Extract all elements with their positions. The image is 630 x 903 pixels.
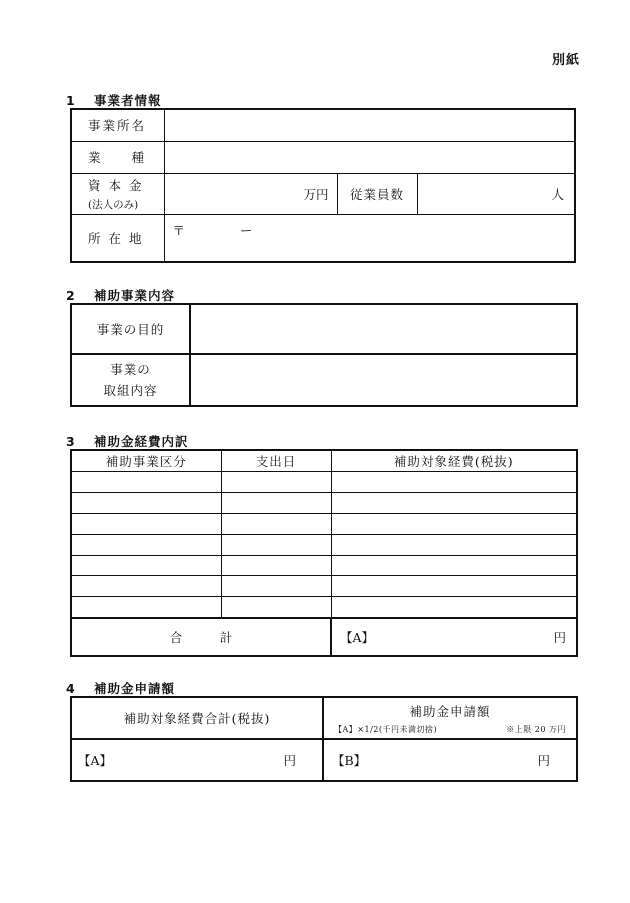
right-header-note	[334, 724, 566, 735]
category-cell[interactable]	[71, 534, 221, 555]
category-cell[interactable]	[71, 597, 221, 618]
employees-unit: 人	[551, 186, 564, 202]
expense-cell[interactable]	[331, 597, 577, 618]
date-cell[interactable]	[221, 534, 331, 555]
col-expense-header: 補助対象経費(税抜)	[331, 450, 577, 472]
industry-field[interactable]	[164, 141, 575, 173]
attachment-label: 別紙	[551, 53, 580, 68]
section-4-heading: 補助金申請額	[94, 681, 176, 696]
total-unit: 円	[553, 630, 566, 646]
address-field[interactable]	[164, 214, 575, 262]
category-cell[interactable]	[71, 576, 221, 597]
expense-cell[interactable]	[331, 576, 577, 597]
expense-cell[interactable]	[331, 513, 577, 534]
industry-label: 業 種	[71, 141, 164, 173]
expense-cell[interactable]	[331, 555, 577, 576]
section-1-title	[66, 91, 162, 109]
project-content-table	[70, 303, 578, 407]
date-cell[interactable]	[221, 492, 331, 513]
category-cell[interactable]	[71, 472, 221, 493]
date-cell[interactable]	[221, 513, 331, 534]
capital-note: (法人のみ)	[88, 198, 139, 211]
category-cell[interactable]	[71, 513, 221, 534]
business-info-table	[70, 108, 576, 263]
section-4-number: 4	[66, 681, 76, 696]
section-2-heading: 補助事業内容	[94, 288, 176, 303]
total-label: 合 計	[71, 618, 331, 656]
purpose-field[interactable]	[190, 304, 577, 354]
table-row	[71, 597, 577, 618]
table-row	[71, 472, 577, 493]
formula-note: 【A】×1/2(千円未満切捨)	[334, 724, 438, 734]
content-label-line1: 事業の	[110, 362, 151, 377]
section-3-number: 3	[66, 434, 76, 449]
left-amount-field[interactable]	[71, 739, 323, 781]
expense-cell[interactable]	[331, 472, 577, 493]
expense-cell[interactable]	[331, 492, 577, 513]
capital-field[interactable]	[164, 173, 337, 214]
section-1-number: 1	[66, 93, 76, 108]
capital-unit: 万円	[303, 186, 329, 202]
table-row	[71, 576, 577, 597]
subsidy-request-table	[70, 696, 578, 782]
col-date-header: 支出日	[221, 450, 331, 472]
date-cell[interactable]	[221, 576, 331, 597]
table-row	[71, 534, 577, 555]
category-cell[interactable]	[71, 492, 221, 513]
content-label-line2: 取組内容	[103, 383, 158, 398]
left-mark-a: 【A】	[78, 753, 113, 768]
table-row	[71, 513, 577, 534]
right-amount-field[interactable]	[323, 739, 577, 781]
section-1-heading: 事業者情報	[94, 93, 162, 108]
table-row	[71, 555, 577, 576]
category-cell[interactable]	[71, 555, 221, 576]
address-label: 所 在 地	[71, 214, 164, 262]
col-category-header: 補助事業区分	[71, 450, 221, 472]
content-field[interactable]	[190, 354, 577, 406]
capital-label: 資 本 金	[88, 177, 144, 193]
capital-label-cell	[71, 173, 164, 214]
section-3-heading: 補助金経費内訳	[94, 434, 189, 449]
employees-label: 従業員数	[337, 173, 417, 214]
purpose-label: 事業の目的	[71, 304, 190, 354]
left-unit: 円	[283, 753, 296, 768]
content-label-cell	[71, 354, 190, 406]
employees-field[interactable]	[417, 173, 575, 214]
right-header: 補助金申請額	[409, 703, 491, 719]
section-3-title	[66, 432, 189, 450]
total-field[interactable]	[331, 618, 577, 656]
expense-breakdown-table	[70, 449, 578, 657]
section-2-number: 2	[66, 288, 76, 303]
right-header-cell	[323, 697, 577, 739]
right-unit: 円	[537, 753, 550, 768]
section-2-title	[66, 286, 175, 304]
left-header: 補助対象経費合計(税抜)	[71, 697, 323, 739]
right-mark-b: 【B】	[332, 753, 367, 768]
section-4-title	[66, 679, 175, 697]
postal-mark: 〒	[172, 222, 186, 238]
date-cell[interactable]	[221, 472, 331, 493]
postal-dash: ー	[240, 222, 253, 238]
business-name-label: 事業所名	[71, 109, 164, 141]
limit-note: ※上限 20 万円	[506, 724, 566, 734]
business-name-field[interactable]	[164, 109, 575, 141]
date-cell[interactable]	[221, 555, 331, 576]
date-cell[interactable]	[221, 597, 331, 618]
total-mark-a: 【A】	[340, 630, 375, 646]
expense-cell[interactable]	[331, 534, 577, 555]
table-row	[71, 492, 577, 513]
